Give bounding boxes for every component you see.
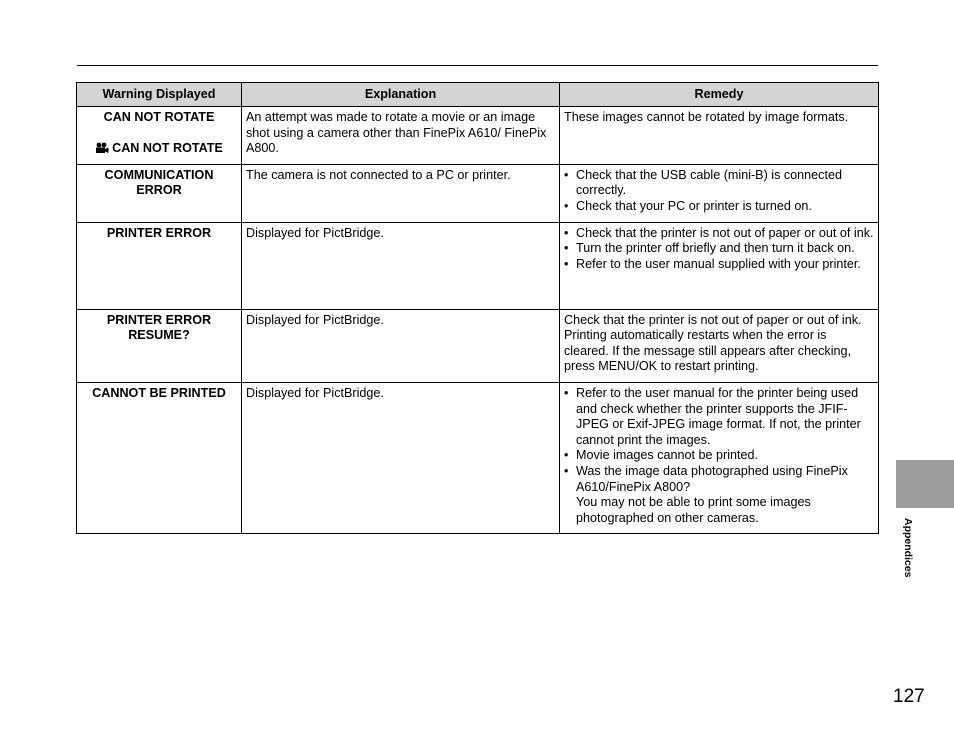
top-rule — [77, 65, 878, 66]
remedy-bullet-text: • Was the image data photographed using FinePix A610/FinePix A800? — [576, 463, 848, 494]
table-row — [77, 309, 879, 382]
remedy-bullet: • Refer to the user manual supplied with your printer. — [564, 257, 874, 273]
movie-camera-icon — [95, 142, 109, 154]
remedy-list — [564, 226, 874, 273]
warning-cell — [77, 107, 242, 165]
table-header-row — [77, 83, 879, 107]
remedy-cell: These images cannot be rotated by image formats. — [560, 107, 879, 165]
table-row — [77, 107, 879, 165]
remedy-cell — [560, 164, 879, 222]
table-row — [77, 222, 879, 309]
remedy-bullet: • Turn the printer off briefly and then turn it back on. — [564, 241, 874, 257]
warning-table — [76, 82, 879, 534]
remedy-bullet: • Check that the USB cable (mini-B) is connected correctly. — [564, 168, 874, 199]
table-row — [77, 164, 879, 222]
warning-text: PRINTER ERROR — [106, 312, 212, 327]
remedy-bullet: • Check that the printer is not out of paper or out of ink. — [564, 226, 874, 242]
explanation-cell: An attempt was made to rotate a movie or an image shot using a camera other than FinePix A610/ FinePix A800. — [242, 107, 560, 165]
remedy-list — [564, 386, 874, 526]
remedy-bullet-note: You may not be able to print some images photographed on other cameras. — [576, 495, 811, 525]
remedy-bullet: • Check that your PC or printer is turned on. — [564, 199, 874, 215]
warning-text: RESUME? — [128, 328, 190, 343]
section-tab-label: Appendices — [902, 518, 914, 578]
warning-text: ERROR — [136, 183, 182, 198]
remedy-cell: Check that the printer is not out of paper or out of ink. Printing automatically restarts when the error is cleared. If the message still appears after checking, press MENU/OK to restart printing. — [560, 309, 879, 382]
warning-cell — [77, 164, 242, 222]
table-row — [77, 382, 879, 533]
header-explanation: Explanation — [242, 83, 560, 107]
remedy-cell — [560, 382, 879, 533]
explanation-cell: Displayed for PictBridge. — [242, 222, 560, 309]
warning-cell — [77, 222, 242, 309]
remedy-bullet — [564, 464, 874, 526]
remedy-bullet: • Movie images cannot be printed. — [564, 448, 874, 464]
header-warning-displayed: Warning Displayed — [77, 83, 242, 107]
explanation-cell: The camera is not connected to a PC or printer. — [242, 164, 560, 222]
remedy-bullet: • Refer to the user manual for the printer being used and check whether the printer supports the JFIF-JPEG or Exif-JPEG image format. If not, the printer cannot print the images. — [564, 386, 874, 448]
remedy-cell — [560, 222, 879, 309]
section-tab — [896, 460, 954, 508]
header-remedy: Remedy — [560, 83, 879, 107]
explanation-cell: Displayed for PictBridge. — [242, 382, 560, 533]
remedy-list — [564, 168, 874, 215]
warning-text: CANNOT BE PRINTED — [92, 385, 226, 400]
page-number: 127 — [893, 686, 925, 707]
warning-text: COMMUNICATION — [104, 167, 214, 182]
warning-cell — [77, 382, 242, 533]
warning-text: PRINTER ERROR — [106, 225, 212, 240]
warning-cell — [77, 309, 242, 382]
warning-text: CAN NOT ROTATE — [103, 110, 215, 124]
explanation-cell: Displayed for PictBridge. — [242, 309, 560, 382]
warning-text: CAN NOT ROTATE — [112, 140, 223, 155]
